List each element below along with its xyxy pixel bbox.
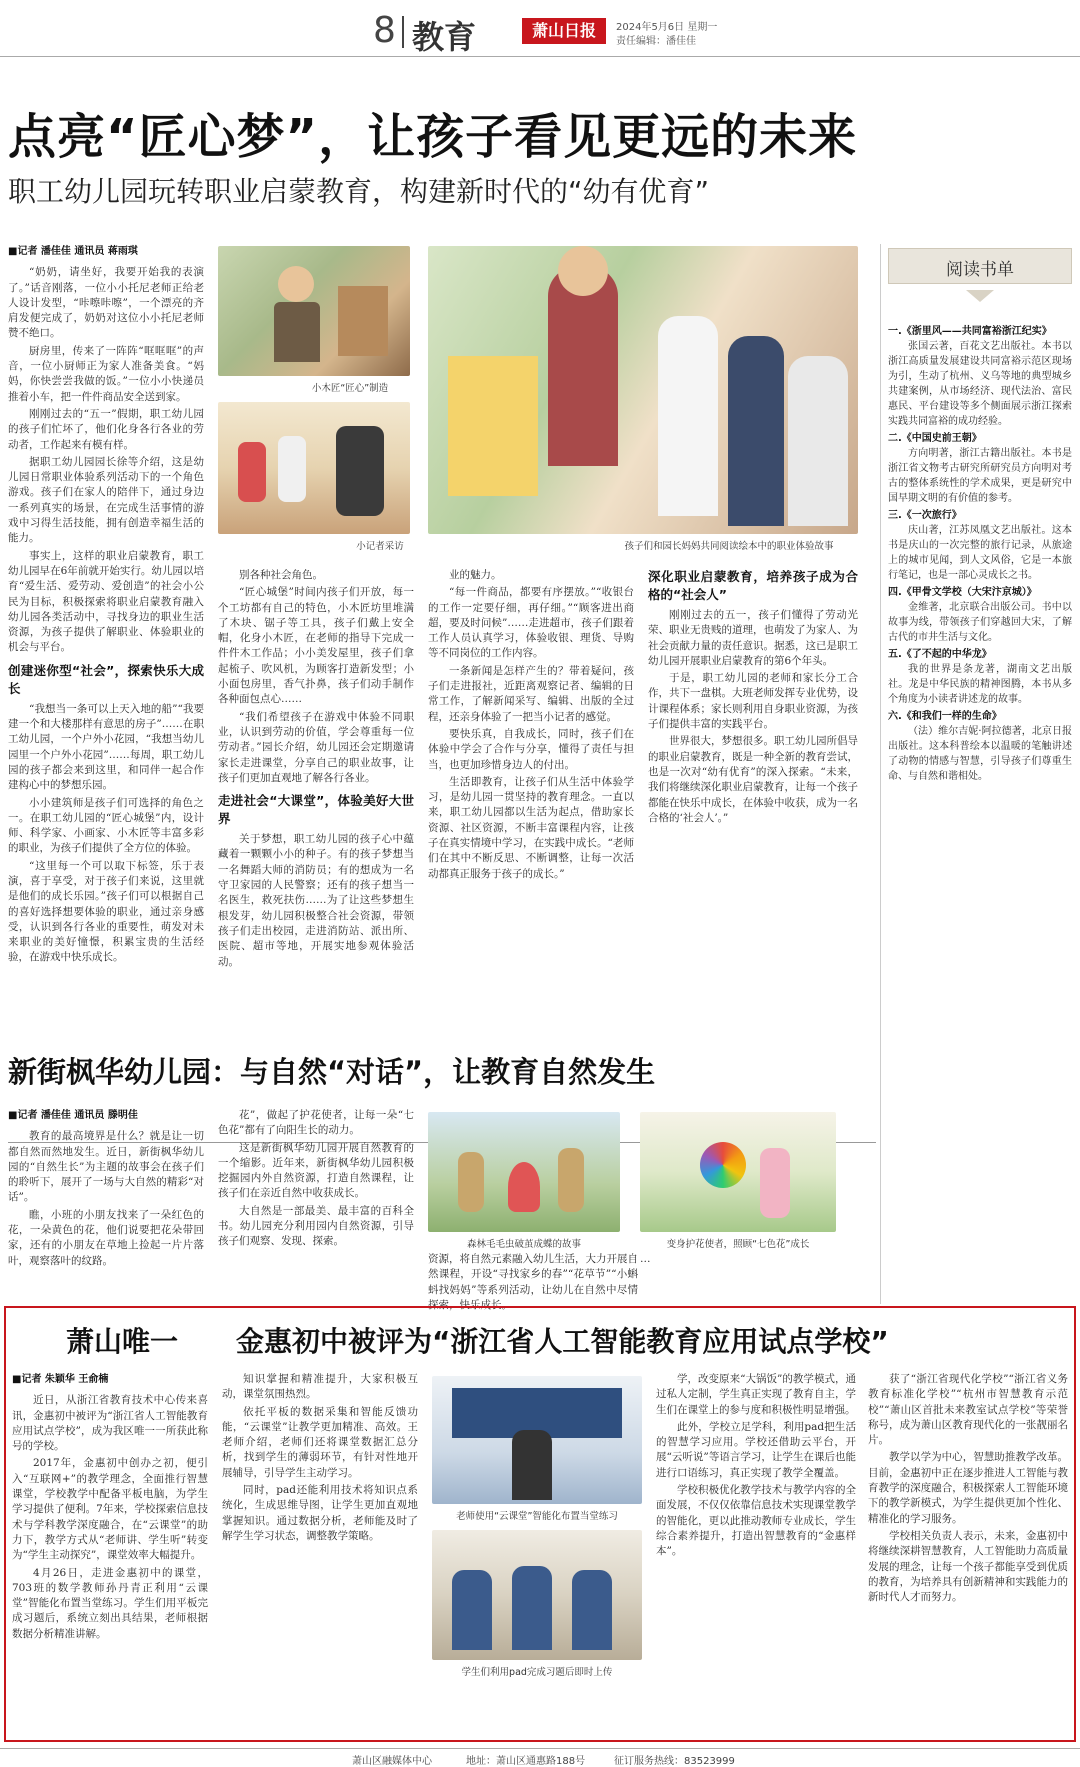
- paragraph: 世界很大，梦想很多。职工幼儿园所倡导的职业启蒙教育，既是一种全新的教育尝试，也是一次对“幼有优育”的深入探索。“未来，我们将继续深化职业启蒙教育，让每一个孩子都能在快乐中成长，在体验中收获，成为一名合格的‘社会人’。”: [648, 735, 858, 824]
- paragraph: 一条新闻是怎样产生的？带着疑问，孩子们走进报社，近距离观察记者、编辑的日常工作，了解新闻采写、编辑、出版的全过程，还亲身体验了一把当小记者的感觉。: [428, 664, 634, 723]
- caption-cloud-classroom: 老师使用“云课堂”智能化布置当堂练习: [456, 1511, 618, 1522]
- paragraph: 知识掌握和精准提升，大家积极互动，课堂氛围热烈。: [222, 1373, 418, 1401]
- paragraph: 关于梦想，职工幼儿园的孩子心中蕴藏着一颗颗小小的种子。有的孩子梦想当一名舞蹈大师的消防员；有的想成为一名守卫家园的人民警察；还有的孩子想当一名医生，救死扶伤……为了让这些梦想生根发芽，幼儿园积极整合社会资源，带领孩子们走出校园，走进消防站、派出所、医院、超市等地，开展实地参观体验活动。: [218, 833, 414, 968]
- reading-list-body: [888, 324, 1072, 1324]
- paragraph: 厨房里，传来了一阵阵“哐哐哐”的声音，一位小厨师正为家人准备美食。“妈妈，你快尝尝我做的饭。”一位小小快递员推着小车，把一件件商品安全送到家。: [8, 344, 204, 403]
- footer-address: 地址：萧山区通惠路188号: [466, 1756, 586, 1767]
- paragraph: 2017年，金惠初中创办之初，便引入“互联网+”的教学理念，全面推行智慧课堂，学校教学中配备平板电脑，为学生学习提供了便利。7年来，学校探索信息技术与学科教学深度融合，在“云课堂”的助力下，教学方式从“老师讲、学生听”转变为“学生主动探究”，课堂效率大幅提升。: [12, 1457, 208, 1562]
- paragraph: 获了“浙江省现代化学校”“浙江省义务教育标准化学校”“杭州市智慧教育示范校”“萧山区首批未来教室试点学校”等荣誉称号，成为萧山区教育现代化的一张靓丽名片。: [868, 1373, 1068, 1447]
- book-summary: （法）维尔吉妮·阿拉德著，北京日报出版社。这本科普绘本以温暖的笔触讲述了动物的情感与智慧，引导孩子们尊重生命、与自然和谐相处。: [888, 726, 1072, 782]
- article2-column-1: [8, 1108, 204, 1286]
- caption-reading: 孩子们和园长妈妈共同阅读绘本中的职业体验故事: [624, 541, 834, 552]
- book-title: 五.《了不起的中华龙》: [888, 649, 992, 660]
- caption-students-pad: 学生们利用pad完成习题后即时上传: [461, 1667, 613, 1678]
- book-title: 一.《浙里风——共同富裕浙江纪实》: [888, 326, 1052, 337]
- paragraph: 大自然是一部最美、最丰富的百科全书。幼儿园充分利用园内自然资源，引导孩子们观察、发现、探索。: [218, 1204, 414, 1248]
- caption-flower: 变身护花使者，照顾“七色花”成长: [666, 1239, 810, 1250]
- photo-little-carpenter: [218, 246, 410, 376]
- paragraph: “我想当一条可以上天入地的船”“我要建一个和大楼那样有意思的房子”……在职工幼儿园，一个户外小花园，“我想当幼儿园里一个户外小花园”……每周，职工幼儿园的孩子都会来到这里，和同伴一起合作建构心中的梦想乐园。: [8, 702, 204, 792]
- issue-date: 2024年5月6日 星期一: [616, 22, 718, 33]
- article2-column-2: [218, 1108, 414, 1286]
- article2-byline: ■记者 潘佳佳 通讯员 滕明佳: [8, 1110, 138, 1121]
- paragraph: 学校积极优化教学技术与教学内容的全面发展，不仅仅依靠信息技术实现课堂教学的智能化，更以此推动教师专业成长，学生综合素养提升，打造出智慧教育的“金惠样本”。: [656, 1484, 856, 1558]
- photo-cloud-classroom: [432, 1376, 642, 1504]
- divider-sidebar: [880, 244, 881, 1304]
- paragraph: 此外，学校立足学科，利用pad把生活的智慧学习应用。学校还借助云平台，开展“云听说”等语言学习，让学生在课后也能进行口语练习，真正实现了教学全覆盖。: [656, 1420, 856, 1479]
- paragraph: 生活即教育，让孩子们从生活中体验学习，是幼儿园一贯坚持的教育理念。一直以来，职工幼儿园都以生活为起点，借助家长资源、社区资源，不断丰富课程内容，让孩子在真实情境中学习，在实践中成长。“老师们在其中不断反思、不断调整，让每一次活动都真正服务于孩子的成长。”: [428, 775, 634, 880]
- section-title: 教育: [412, 18, 477, 56]
- footer-hotline: 征订服务热线：83523999: [614, 1756, 735, 1767]
- paragraph: 业的魅力。: [449, 569, 502, 581]
- photo-little-reporter: [218, 402, 410, 534]
- reading-list-chevron-icon: [966, 290, 994, 302]
- reading-list-header: [888, 248, 1072, 284]
- paragraph: 学校相关负责人表示，未来，金惠初中将继续深耕智慧教育，人工智能助力高质量发展的理念，让每一个孩子都能享受到优质的教育，为培养具有创新精神和实践能力的新时代人才而努力。: [868, 1529, 1068, 1604]
- footer-publisher: 萧山区融媒体中心: [352, 1756, 432, 1767]
- paragraph: 花”，做起了护花使者，让每一朵“七色花”都有了向阳生长的动力。: [218, 1109, 414, 1137]
- paragraph: “每一件商品，都要有序摆放。”“收银台的工作一定要仔细，再仔细。”“顾客进出商超，要及时问候”……走进超市，孩子们跟着工作人员认真学习，体验收银、理货、导购等不同岗位的工作内容。: [428, 586, 634, 660]
- paragraph: 这是新街枫华幼儿园开展自然教育的一个缩影。近年来，新街枫华幼儿园积极挖掘园内外自然资源，打造自然课程，让孩子们在亲近自然中收获成长。: [218, 1141, 414, 1200]
- paragraph: “我们希望孩子在游戏中体验不同职业，认识到劳动的价值，学会尊重每一位劳动者。”园长介绍，幼儿园还会定期邀请家长走进课堂，分享自己的职业故事，让孩子们更加直观地了解各行各业。: [218, 710, 414, 784]
- book-title: 二.《中国史前王朝》: [888, 433, 982, 444]
- paragraph: …: [640, 1253, 651, 1265]
- article1-subhead-2: 走进社会“大课堂”，体验美好大世界: [218, 793, 414, 827]
- book-title: 三.《一次旅行》: [888, 510, 962, 521]
- paragraph: 别各种社会角色。: [239, 569, 323, 581]
- photo-caterpillar-story: [428, 1112, 620, 1232]
- article1-subhead-3: 深化职业启蒙教育，培养孩子成为合格的“社会人”: [648, 569, 858, 602]
- photo-flower-guardian: [640, 1112, 836, 1232]
- responsible-editor: 责任编辑：潘佳佳: [616, 36, 696, 47]
- header-divider: [402, 16, 404, 48]
- paragraph: 4月26日，走进金惠初中的课堂，703班的数学教师孙丹青正利用“云课堂”智能化布置当堂练习。学生们用平板完成习题后，系统立刻出具结果，老师根据数据分析精准讲解。: [12, 1566, 208, 1640]
- article2-column-4: [640, 1252, 836, 1288]
- book-summary: 金维著，北京联合出版公司。书中以故事为线，带领孩子们穿越回大宋，了解古代的市井生活与文化。: [888, 602, 1072, 643]
- paragraph: 小小建筑师是孩子们可选择的角色之一。在职工幼儿园的“匠心城堡”内，设计师、科学家、小画家、小木匠等丰富多彩的职业，为孩子们提供了全方位的体验。: [8, 796, 204, 855]
- article3-headline: 金惠初中被评为“浙江省人工智能教育应用试点学校”: [236, 1325, 889, 1358]
- footer-rule: [0, 1748, 1080, 1749]
- paragraph: 据职工幼儿园园长徐等介绍，这是幼儿园日常职业体验系列活动下的一个角色游戏。孩子们在家人的陪伴下，通过身边一系列真实的场景，在完成生活事情的游戏中习得生活技能，拥有创造幸福生活的能力。: [8, 455, 204, 545]
- paragraph: 刚刚过去的“五一”假期，职工幼儿园的孩子们忙坏了，他们化身各行各业的劳动者，工作起来有模有样。: [8, 407, 204, 451]
- photo-reading-picture-book: [428, 246, 858, 534]
- article1-byline: ■记者 潘佳佳 通讯员 蒋雨琪: [8, 246, 138, 257]
- page-number: 8: [373, 10, 396, 51]
- article1-column-1: [8, 244, 204, 1136]
- paragraph: 教育的最高境界是什么？就是让一切都自然而然地发生。近日，新街枫华幼儿园的“自然生长”为主题的故事会在孩子们的聆听下，展开了一场与大自然的精彩“对话”。: [8, 1130, 204, 1204]
- article3-column-4: [868, 1372, 1068, 1732]
- paragraph: 刚刚过去的五一，孩子们懂得了劳动光荣、职业无贵贱的道理，也萌发了为家人、为社会贡献力量的责任意识。据悉，这已是职工幼儿园开展职业启蒙教育的第6个年头。: [648, 609, 858, 667]
- paragraph: 要快乐真，自我成长，同时，孩子们在体验中学会了合作与分享，懂得了责任与担当，也更加珍惜身边人的付出。: [428, 727, 634, 771]
- reading-list-title: 阅读书单: [946, 260, 1014, 280]
- paragraph: 瞧，小班的小朋友找来了一朵红色的花，一朵黄色的花，他们说要把花朵带回家，还有的小朋友在草地上捡起一片片落叶，观察落叶的纹路。: [8, 1208, 204, 1267]
- book-summary: 张国云著，百花文艺出版社。本书以浙江高质量发展建设共同富裕示范区现场为引，生动了杭州、义乌等地的典型城乡共建案例，从市场经济、现代法治、富民惠民、平台建设等多个侧面展示浙江探索实践共同富裕的成功经验。: [888, 341, 1072, 427]
- header-rule: [0, 56, 1080, 57]
- book-title: 六.《和我们一样的生命》: [888, 711, 1002, 722]
- paragraph: “奶奶，请坐好，我要开始我的表演了。”话音刚落，一位小小托尼老师正给老人设计发型，“咔嚓咔嚓”，一个漂亮的齐肩发便完成了，奶奶对这位小小托尼老师赞不绝口。: [8, 266, 204, 340]
- paragraph: 于是，职工幼儿园的老师和家长分工合作，共下一盘棋。大班老师发挥专业优势，设计课程体系；家长则利用自身职业资源，为孩子们提供丰富的实践平台。: [648, 672, 858, 731]
- book-summary: 庆山著，江苏凤凰文艺出版社。这本书是庆山的一次完整的旅行记录，从旅途上的城市见闻，到人文风俗，它是一本旅行笔记，也是一部心灵成长之书。: [888, 525, 1072, 581]
- caption-caterpillar: 森林毛毛虫破茧成蝶的故事: [466, 1239, 581, 1250]
- paragraph: 资源，将自然元素融入幼儿生活，大力开展自然课程，开设“寻找家乡的春”“花草节”“小蝌蚪找妈妈”等系列活动，让幼儿在自然中尽情探索，快乐成长。: [428, 1253, 638, 1311]
- article1-headline: 点亮“匠心梦”，让孩子看见更远的未来: [8, 109, 858, 165]
- caption-reporter: 小记者采访: [356, 541, 404, 552]
- caption-carpenter: 小木匠“匠心”制造: [311, 383, 389, 394]
- article3-column-3: [656, 1372, 856, 1732]
- article1-subheadline: 职工幼儿园玩转职业启蒙教育，构建新时代的“幼有优育”: [8, 175, 710, 208]
- photo-students-pad: [432, 1530, 642, 1660]
- paragraph: “这里每一个可以取下标签，乐于表演，喜于享受，对于孩子们来说，这里就是他们的成长乐园。”孩子们可以根据自己的喜好选择想要体验的职业，通过亲身感受，认识到各行各业的重要性，萌发对未来职业的美好憧憬，积累宝贵的生活经验，在游戏中快乐成长。: [8, 859, 204, 964]
- article1-column-4: [648, 568, 858, 1136]
- article3-kicker: 萧山唯一: [66, 1325, 179, 1358]
- paragraph: 近日，从浙江省教育技术中心传来喜讯，金惠初中被评为“浙江省人工智能教育应用试点学校”，成为我区唯一一所获此称号的学校。: [12, 1394, 208, 1453]
- article3-column-2: [222, 1372, 418, 1732]
- paragraph: 依托平板的数据采集和智能反馈功能，“云课堂”让教学更加精准、高效。王老师介绍，老师们还将课堂数据汇总分析，找到学生的薄弱环节，有针对性地开展辅导，引导学生主动学习。: [222, 1405, 418, 1479]
- article2-column-3: [428, 1252, 638, 1311]
- paragraph: 事实上，这样的职业启蒙教育，职工幼儿园早在6年前就开始实行。幼儿园以培育“爱生活、爱劳动、爱创造”的社会小公民为目标，积极探索将职业启蒙教育融入幼儿园各类活动中，寻找身边的职业生活资源，为孩子提供了解职业、体验职业的机会与平台。: [8, 549, 204, 654]
- article3-column-1: [12, 1372, 208, 1732]
- paper-logo: 萧山日报: [522, 18, 606, 44]
- paragraph: 同时，pad还能利用技术将知识点系统化，生成思维导图，让学生更加直观地掌握知识。通过数据分析，老师能及时了解学生学习状态，调整教学策略。: [222, 1484, 418, 1542]
- masthead: [0, 0, 1080, 58]
- book-summary: 方向明著，浙江古籍出版社。本书是浙江省文物考古研究所研究员方向明对考古的整体系统性的学术成果，更是研究中国早期文明的有价值的参考。: [888, 448, 1072, 504]
- book-summary: 我的世界是条龙著，湖南文艺出版社。龙是中华民族的精神图腾，本书从多个角度为小读者讲述龙的故事。: [888, 664, 1072, 705]
- paragraph: 学，改变原来“大锅饭”的教学模式，通过私人定制，学生真正实现了教育自主，学生们在课堂上的参与度和积极性明显增强。: [656, 1373, 856, 1416]
- article1-subhead-1: 创建迷你型“社会”，探索快乐大成长: [8, 662, 204, 696]
- book-title: 四.《甲骨文学校（大宋汴京城）》: [888, 587, 1037, 598]
- article3-byline: ■记者 朱颖华 王俞楠: [12, 1374, 109, 1385]
- article2-headline: 新街枫华幼儿园：与自然“对话”，让教育自然发生: [8, 1055, 656, 1089]
- paragraph: 教学以学为中心，智慧助推教学改革。目前，金惠初中正在逐步推进人工智能与教育教学的深度融合，积极探索人工智能环境下的教学新模式，为学生提供更加个性化、精准化的学习服务。: [868, 1451, 1068, 1525]
- paragraph: “匠心城堡”时间内孩子们开放，每一个工坊都有自己的特色，小木匠坊里堆满了木块、锯子等工具，孩子们戴上安全帽，化身小木匠，在老师的指导下完成一件件木工作品；小小美发屋里，孩子们拿起梳子、吹风机，为顾客打造新发型；小小面包房里，香气扑鼻，孩子们动手制作各种面包点心……: [218, 586, 414, 706]
